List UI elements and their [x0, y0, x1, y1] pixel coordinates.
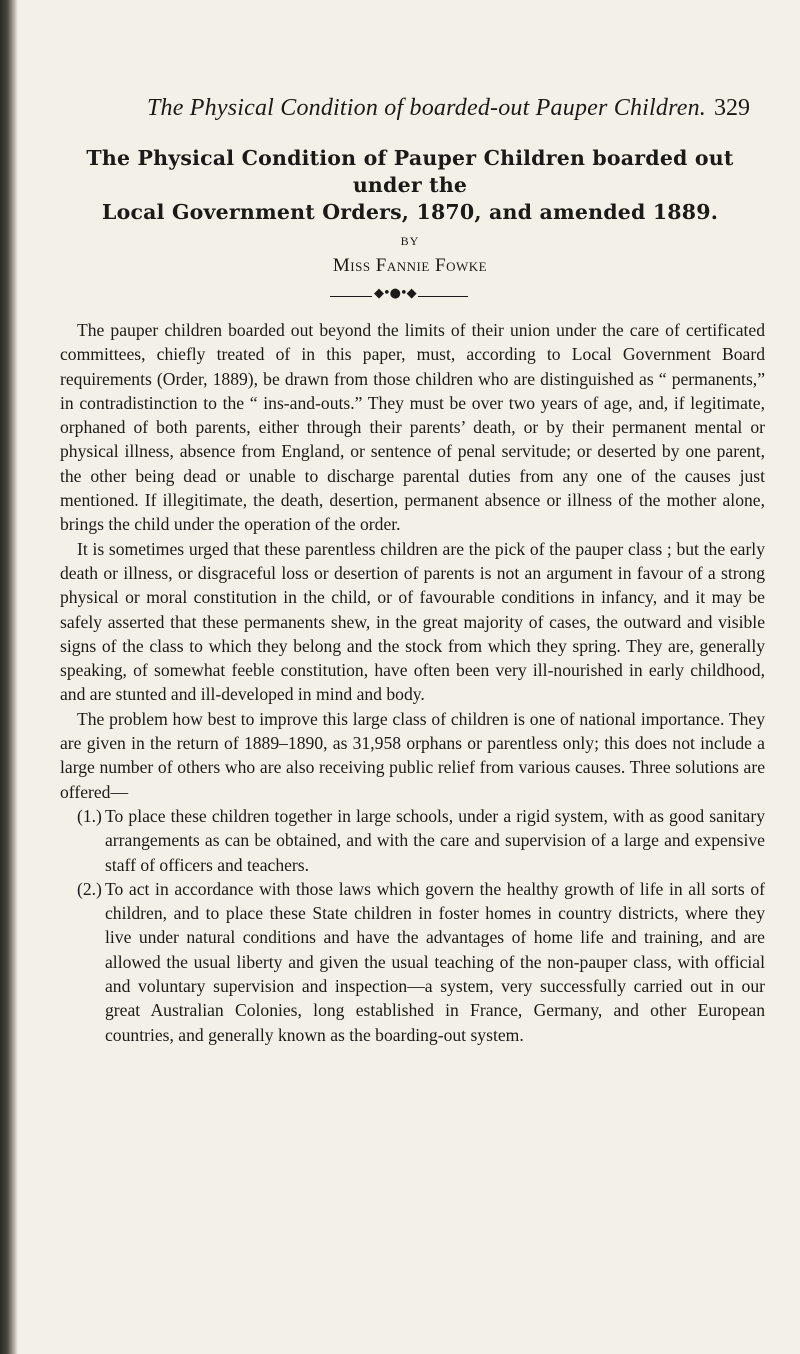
paragraph-2: It is sometimes urged that these parentless children are the pick of the pauper class ; but the early death or illness, or disgraceful loss or desertion of parents is not an argument in favour of a strong physical or moral constitution in the child, or of favourable conditions in infancy, and it may be safely asserted that these permanents shew, in the great majority of cases, the outward and visible signs of the class to which they belong and the stock from which they spring. They are, generally speaking, of somewhat feeble constitution, have often been very ill-nourished in early childhood, and are stunted and ill-developed in mind and body. — [60, 538, 765, 705]
article-body — [60, 318, 765, 1047]
list-item-2 — [60, 877, 765, 1047]
author-name: Miss Fannie Fowke — [332, 255, 488, 276]
list-item-number: (2.) — [77, 878, 102, 899]
list-item-1 — [60, 804, 765, 877]
list-item-text: To place these children together in large schools, under a rigid system, with as good sanitary arrangements as can be obtained, and with the care and supervision of a large and expensive staff of officers and teachers. — [105, 805, 765, 875]
article-title-line-1: The Physical Condition of Pauper Children boarded out under the — [86, 146, 734, 197]
running-head-title: The Physical Condition of boarded-out Pauper Children. — [147, 95, 706, 121]
article-title — [60, 145, 760, 226]
page-number: 329 — [714, 95, 750, 121]
ornament-rule-left — [330, 296, 372, 297]
list-item-text: To act in accordance with those laws which govern the healthy growth of life in all sorts of children, and to place these State children in foster homes in country districts, where they live under natural conditions and have the advantages of home life and training, and are allowed the usual liberty and given the usual teaching of the non-pauper class, with official and voluntary supervision and inspection—a system, very successfully carried out in our great Australian Colonies, long established in France, Germany, and other European countries, and generally known as the boarding-out system. — [105, 878, 765, 1045]
paragraph-1: The pauper children boarded out beyond the limits of their union under the care of certificated committees, chiefly treated of in this paper, must, according to Local Government Board requirements (Order, 1889), be drawn from those children who are distinguished as “ permanents,” in contradistinction to the “ ins-and-outs.” They must be over two years of age, and, if legitimate, orphaned of both parents, either through their parents’ death, or by their permanent mental or physical illness, absence from England, or sentence of penal servitude; or deserted by one parent, the other being dead or unable to discharge parental duties from any one of the causes just mentioned. If illegitimate, the death, desertion, permanent absence or illness of the mother alone, brings the child under the operation of the order. — [60, 320, 765, 535]
ornament-rule-right — [418, 296, 468, 297]
article-title-line-2: Local Government Orders, 1870, and amended 1889. — [101, 200, 719, 224]
ornament-glyph: ◆•●•◆ — [374, 286, 416, 301]
page-binding-edge — [0, 0, 18, 1354]
paragraph-3: The problem how best to improve this large class of children is one of national importance. They are given in the return of 1889–1890, as 31,958 orphans or parentless only; this does not include a large number of others who are also receiving public relief from various causes. Three solutions are offered— — [60, 708, 765, 802]
byline: BY — [400, 234, 420, 248]
list-item-number: (1.) — [77, 805, 102, 826]
section-ornament — [330, 286, 468, 301]
